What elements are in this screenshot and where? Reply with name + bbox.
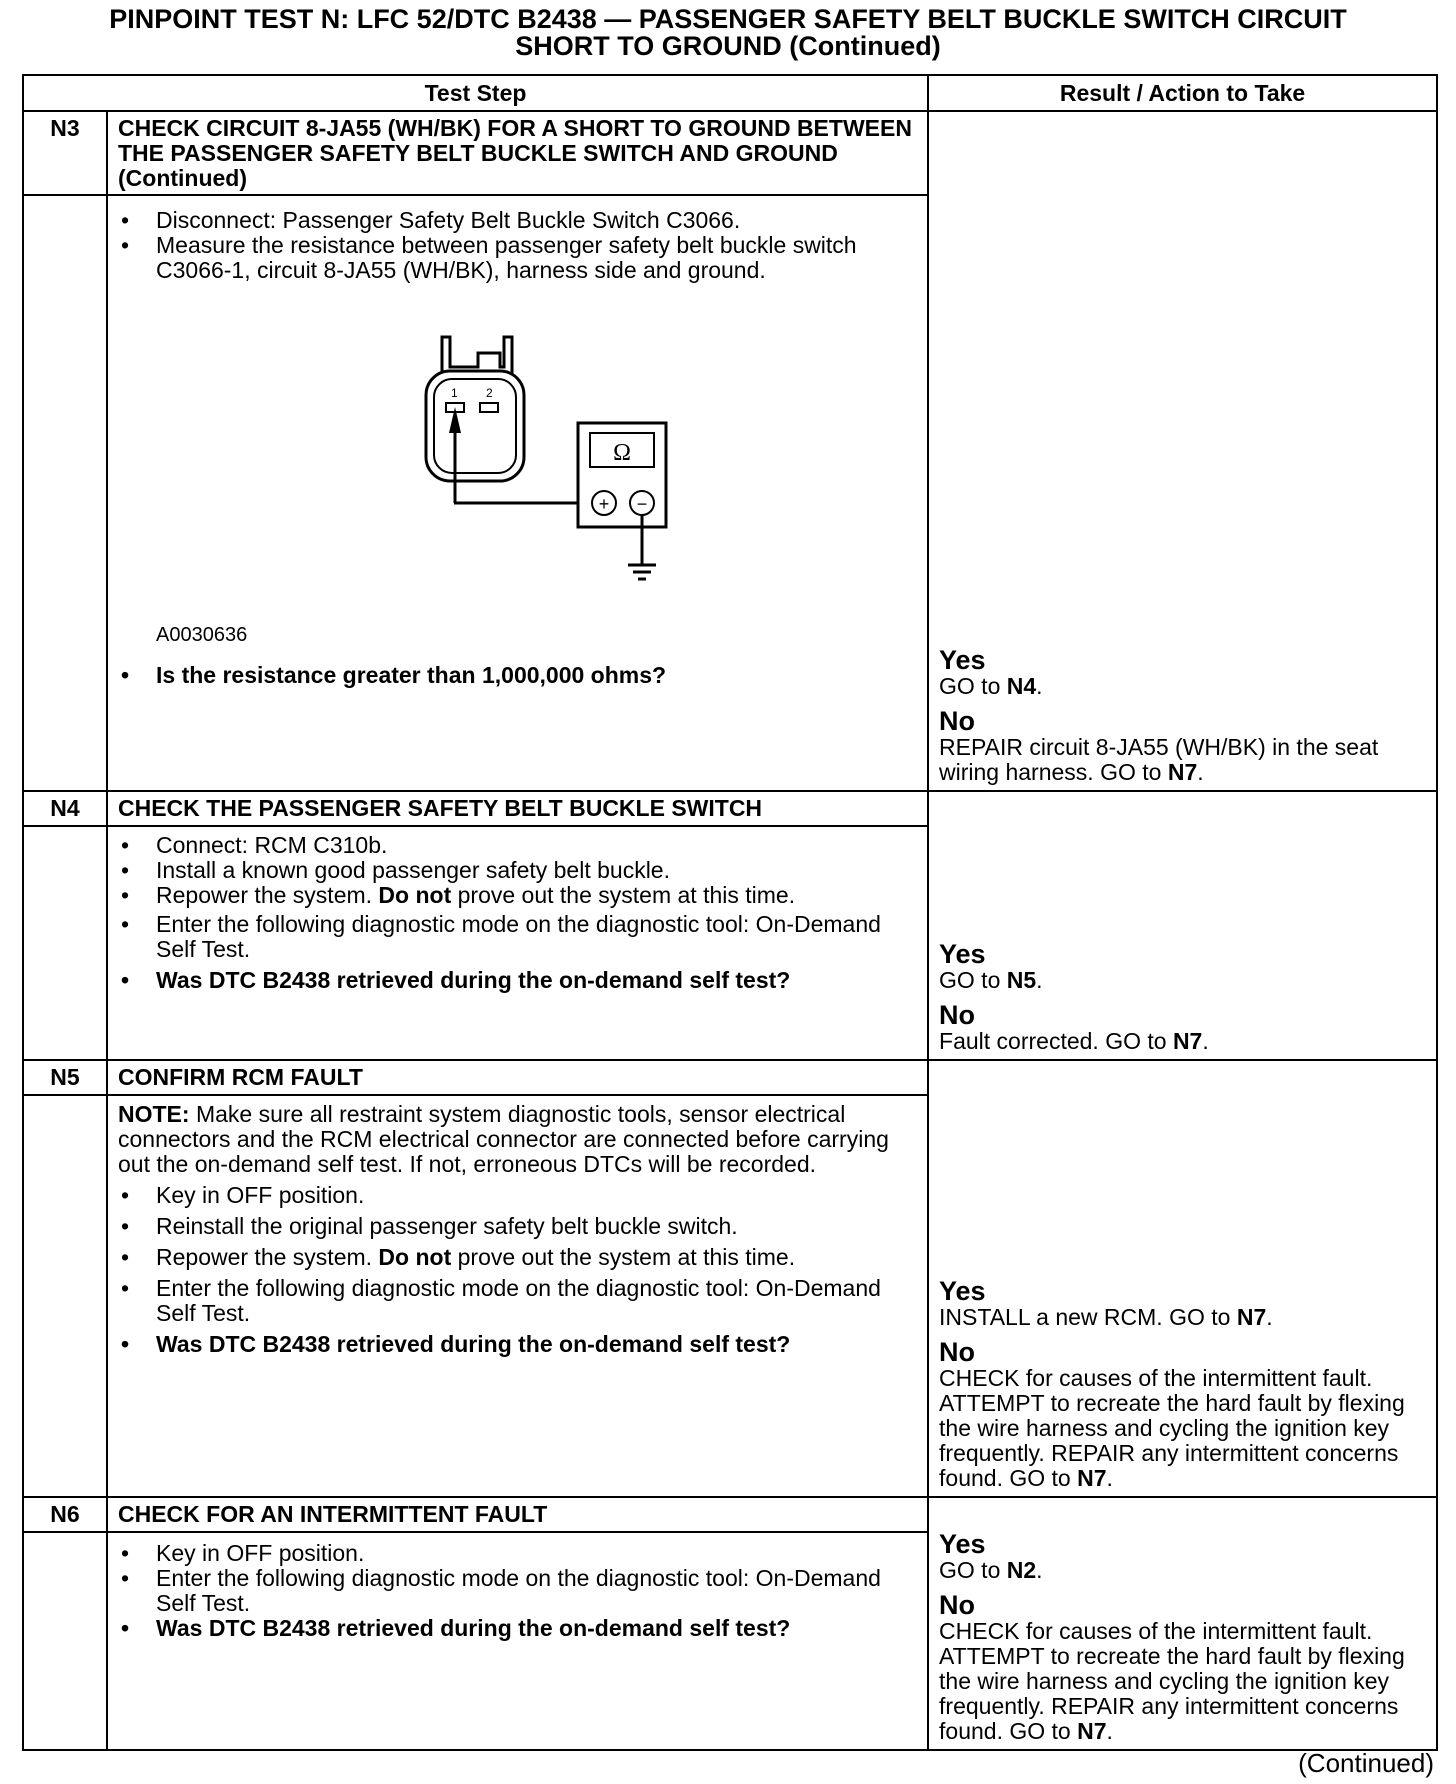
- list-item: • Key in OFF position.: [118, 1541, 917, 1566]
- pinpoint-test-table: [22, 74, 1438, 1751]
- no-action-n3: REPAIR circuit 8-JA55 (WH/BK) in the seat wiring harness. GO to N7.: [939, 734, 1379, 785]
- yes-action-n6: GO to N2.: [939, 1557, 1043, 1583]
- step-body-n6: [107, 1532, 928, 1750]
- step-id-spacer-n5: [23, 1095, 107, 1497]
- step-id-n5: N5: [23, 1060, 107, 1095]
- figure-id: A0030636: [156, 624, 248, 646]
- list-item: • Disconnect: Passenger Safety Belt Buckle Switch C3066.: [118, 208, 917, 233]
- step-id-n4: N4: [23, 791, 107, 826]
- pin-2-label: 2: [486, 386, 493, 400]
- step-heading-n5: CONFIRM RCM FAULT: [107, 1060, 928, 1095]
- result-n4: [928, 791, 1437, 1060]
- list-item: • Repower the system. Do not prove out the system at this time.: [118, 1245, 917, 1270]
- list-item: • Enter the following diagnostic mode on the diagnostic tool: On-Demand Self Test.: [118, 912, 917, 962]
- list-item: • Is the resistance greater than 1,000,000 ohms?: [118, 663, 917, 688]
- title-line-1: PINPOINT TEST N: LFC 52/DTC B2438 — PASSENGER SAFETY BELT BUCKLE SWITCH CIRCUIT: [109, 4, 1347, 34]
- page-title: [0, 6, 1456, 60]
- list-item: • Repower the system. Do not prove out the system at this time.: [118, 883, 917, 908]
- list-item: • Key in OFF position.: [118, 1183, 917, 1208]
- no-label-n4: No: [939, 1000, 976, 1030]
- step-body-n4: [107, 826, 928, 1060]
- step-heading-n6: CHECK FOR AN INTERMITTENT FAULT: [107, 1497, 928, 1532]
- step-list-n5: [118, 1183, 917, 1357]
- step-n4-heading-row: [23, 791, 1437, 826]
- continued-label: (Continued): [1298, 1748, 1434, 1778]
- ground-symbol: [628, 565, 656, 579]
- list-item: • Measure the resistance between passenger safety belt buckle switch C3066-1, circuit 8-JA55 (WH/BK), harness side and ground.: [118, 233, 917, 283]
- no-action-n5: CHECK for causes of the intermittent fault. ATTEMPT to recreate the hard fault by flexing the wire harness and cycling the ignition key frequently. REPAIR any intermittent concerns found. GO to N7.: [939, 1365, 1405, 1491]
- result-n5: [928, 1060, 1437, 1497]
- step-n6-heading-row: [23, 1497, 1437, 1532]
- result-n6: [928, 1497, 1437, 1750]
- list-item: • Enter the following diagnostic mode on the diagnostic tool: On-Demand Self Test.: [118, 1566, 917, 1616]
- step-id-n6: N6: [23, 1497, 107, 1532]
- yes-action-n5: INSTALL a new RCM. GO to N7.: [939, 1304, 1273, 1330]
- no-label-n5: No: [939, 1337, 976, 1367]
- ohmmeter-connector-diagram: [268, 283, 708, 613]
- list-item: • Enter the following diagnostic mode on the diagnostic tool: On-Demand Self Test.: [118, 1276, 917, 1326]
- no-label-n6: No: [939, 1590, 976, 1620]
- no-label-n3: No: [939, 706, 976, 736]
- step-list-n4: [118, 833, 917, 993]
- no-action-n6: CHECK for causes of the intermittent fault. ATTEMPT to recreate the hard fault by flexing the wire harness and cycling the ignition key frequently. REPAIR any intermittent concerns found. GO to N7.: [939, 1618, 1405, 1744]
- list-item: • Was DTC B2438 retrieved during the on-demand self test?: [118, 1616, 917, 1641]
- yes-label-n6: Yes: [939, 1529, 986, 1559]
- step-n3-heading-row: [23, 111, 1437, 195]
- no-action-n4: Fault corrected. GO to N7.: [939, 1028, 1209, 1054]
- list-item: • Connect: RCM C310b.: [118, 833, 917, 858]
- yes-label-n5: Yes: [939, 1276, 986, 1306]
- step-list-n3: [118, 208, 917, 283]
- svg-text:−: −: [636, 494, 648, 514]
- pin-1-label: 1: [451, 386, 458, 400]
- step-body-n5: [107, 1095, 928, 1497]
- list-item: • Reinstall the original passenger safety belt buckle switch.: [118, 1214, 917, 1239]
- header-test-step: Test Step: [23, 75, 928, 111]
- yes-label-n4: Yes: [939, 939, 986, 969]
- note-n5: NOTE: Make sure all restraint system diagnostic tools, sensor electrical connectors and the RCM electrical connector are connected before carrying out the on-demand self test. If not, erroneous DTCs will be recorded.: [118, 1101, 889, 1177]
- yes-label-n3: Yes: [939, 645, 986, 675]
- step-body-n3: [107, 195, 928, 791]
- step-list-n6: [118, 1541, 917, 1641]
- ohm-symbol: Ω: [613, 440, 631, 466]
- header-result-action: Result / Action to Take: [928, 75, 1437, 111]
- title-line-2: SHORT TO GROUND (Continued): [515, 31, 941, 61]
- step-heading-n3: CHECK CIRCUIT 8-JA55 (WH/BK) FOR A SHORT TO GROUND BETWEEN THE PASSENGER SAFETY BELT BUCKLE SWITCH AND GROUND (Continued): [107, 111, 928, 195]
- step-id-spacer-n4: [23, 826, 107, 1060]
- svg-text:+: +: [598, 494, 610, 514]
- step-id-spacer-n3: [23, 195, 107, 791]
- pin-2-terminal: [480, 403, 498, 412]
- step-id-spacer-n6: [23, 1532, 107, 1750]
- list-item: • Was DTC B2438 retrieved during the on-demand self test?: [118, 1332, 917, 1357]
- circuit-diagram: [118, 283, 917, 663]
- table-header-row: [23, 75, 1437, 111]
- step-question-n3: [118, 663, 917, 688]
- result-n3: [928, 111, 1437, 791]
- list-item: • Install a known good passenger safety belt buckle.: [118, 858, 917, 883]
- yes-action-n4: GO to N5.: [939, 967, 1043, 993]
- step-id-n3: N3: [23, 111, 107, 195]
- step-heading-n4: CHECK THE PASSENGER SAFETY BELT BUCKLE SWITCH: [107, 791, 928, 826]
- list-item: • Was DTC B2438 retrieved during the on-demand self test?: [118, 968, 917, 993]
- yes-action-n3: GO to N4.: [939, 673, 1043, 699]
- step-n5-heading-row: [23, 1060, 1437, 1095]
